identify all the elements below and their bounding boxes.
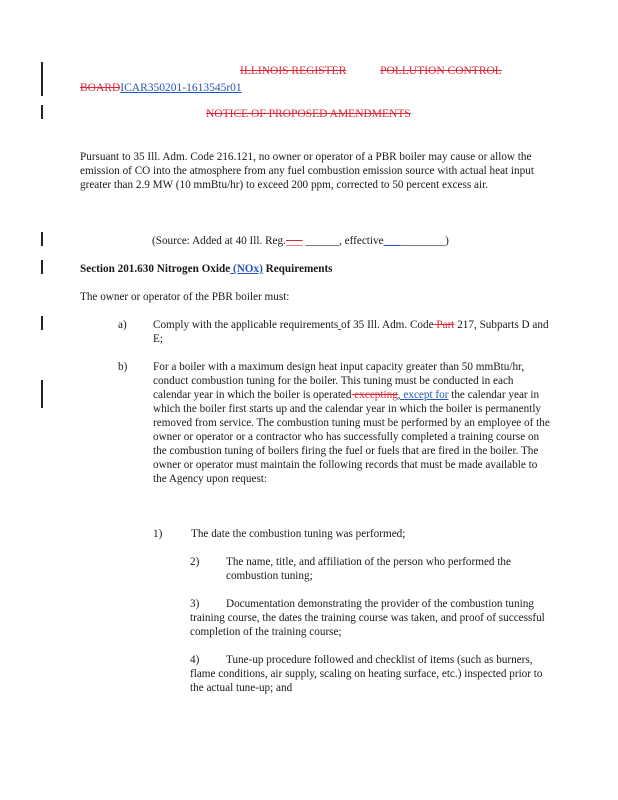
section-title: Section 201.630 Nitrogen Oxide [80,263,231,275]
change-bar [41,105,43,119]
section-title-end: Requirements [262,263,333,275]
source-blank-effective: ______, effective [302,235,384,247]
register-title-deleted: ILLINOIS REGISTER [240,65,347,77]
section-title-inserted: (NOx) [230,263,263,275]
source-deleted-blank: ___ [285,235,303,247]
source-prefix: (Source: Added at 40 Ill. Reg. [152,235,286,247]
source-note [152,234,552,248]
intro-paragraph: Pursuant to 35 Ill. Adm. Code 216.121, no owner or operator of a PBR boiler may cause or allow the emission of CO into the atmosphere from any fuel combustion emission source with actual heat input greater than 2.9 MW (10 mmBtu/hr) to exceed 200 ppm, corrected to 50 percent excess air. [80,151,534,191]
change-bar [41,380,43,408]
item-b-label: b) [118,361,128,373]
subitem-1-text: The date the combustion tuning was performed; [191,528,406,540]
change-bar [41,62,43,96]
item-b-inserted: , except for [397,389,449,401]
section-heading [80,262,550,276]
item-a-text: Comply with the applicable requirements of 35 Ill. Adm. Code Part 217, Subparts D and E; [153,319,549,345]
item-b-text: For a boiler with a maximum design heat input capacity greater than 50 mmBtu/hr, conduct combustion tuning for the boiler. This tuning must be conducted in each calendar year in which the boiler is operated excepting, except for the calendar year in which the boiler first starts up and the calendar year in which the boiler is permanently removed from service. The combustion tuning must be performed by an employee of the owner or operator or a contractor who has successfully completed a training course on the combustion tuning of boilers firing the fuel or fuels that are fired in the boiler. The owner or operator must maintain the following records that must be made available to the Agency upon request: [153,361,550,485]
subitem-4 [190,653,552,695]
source-inserted-blank: ___ [383,235,401,247]
subitem-4-text: Tune-up procedure followed and checklist of items (such as burners, flame conditions, air supply, scaling on heating surface, etc.) inspected prior to the actual tune-up; and [190,654,543,694]
header-line-2 [80,82,380,94]
item-a-label: a) [118,319,127,331]
notice-title-deleted: NOTICE OF PROPOSED AMENDMENTS [206,108,411,120]
document-id: ICAR350201-1613545r01 [120,82,242,94]
item-a-deleted: Part [433,319,455,331]
section-lead-in: The owner or operator of the PBR boiler must: [80,291,290,303]
subitem-4-label: 4) [190,654,200,666]
subitem-2-label: 2) [190,556,200,568]
subitem-3-label: 3) [190,598,200,610]
item-b-deleted: excepting [351,389,398,401]
change-bar [41,316,43,330]
source-blank-end: ________) [400,235,449,247]
notice-title [206,108,466,120]
header-line-1 [240,65,540,77]
board-title-deleted-continued: BOARD [80,82,121,94]
subitem-3-text: Documentation demonstrating the provider of the combustion tuning training course, the dates the training course was taken, and proof of successful completion of the training course; [190,598,545,638]
subitem-1-label: 1) [153,528,163,540]
change-bar [41,232,43,246]
board-title-deleted: POLLUTION CONTROL [380,65,502,77]
subitem-2-text: The name, title, and affiliation of the person who performed the combustion tuning; [226,556,511,582]
change-bar [41,260,43,274]
subitem-3 [190,597,552,639]
